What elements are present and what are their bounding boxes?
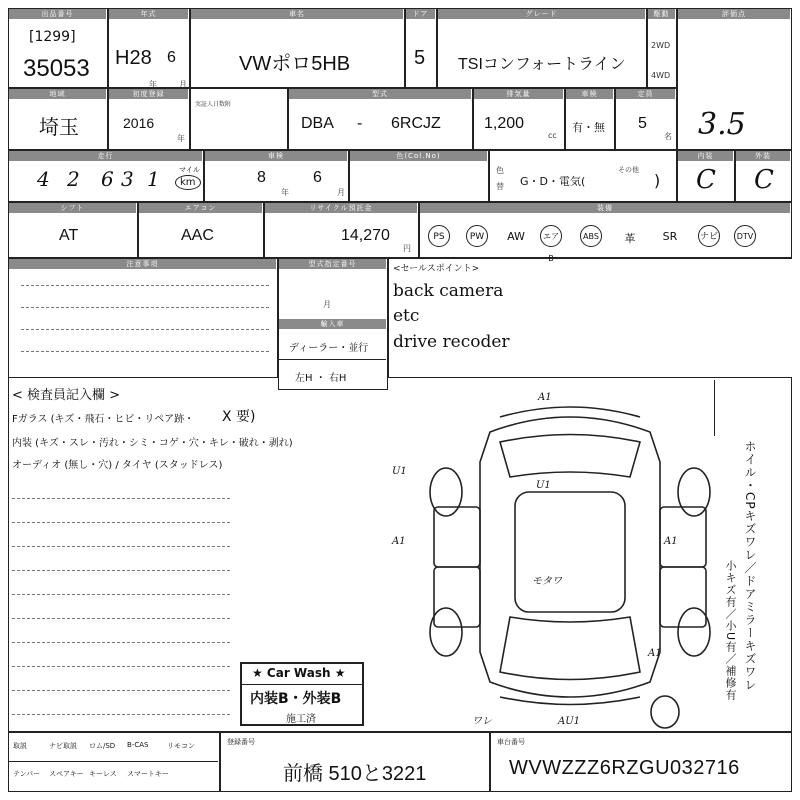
region-cell bbox=[8, 88, 108, 150]
fglass-mark: X 要) bbox=[222, 409, 256, 425]
score-cell bbox=[677, 8, 792, 150]
header-retrieval: 型式指定番号 bbox=[308, 260, 357, 268]
opt-smart-key: スマートキー bbox=[127, 770, 169, 778]
header-region: 地域 bbox=[49, 90, 66, 98]
year-cell bbox=[108, 8, 190, 88]
model-code: 6RCJZ bbox=[391, 115, 441, 132]
carwash-done: 施工済 bbox=[286, 714, 316, 725]
first-reg-unit: 年 bbox=[177, 134, 185, 143]
header-lot-no: 出品番号 bbox=[41, 10, 74, 18]
equip-abs: ABS bbox=[580, 225, 602, 247]
options-cell bbox=[8, 732, 220, 792]
equip-navi: ナビ bbox=[698, 225, 720, 247]
header-mileage: 走行 bbox=[97, 152, 114, 160]
interior-score: C bbox=[696, 165, 716, 195]
notes-cell bbox=[8, 258, 278, 378]
shaken-year: 8 bbox=[257, 169, 266, 186]
mileage-digit-5: 1 bbox=[147, 167, 160, 191]
mark-u1-roof: U1 bbox=[536, 480, 551, 491]
sales-cell bbox=[388, 258, 792, 378]
year-month: 6 bbox=[167, 49, 176, 66]
color-change-b: 替 bbox=[496, 182, 504, 191]
header-model: 型式 bbox=[372, 90, 388, 98]
car-name: VWポロ5HB bbox=[239, 53, 351, 75]
year-tsuki: 月 bbox=[179, 80, 187, 89]
displacement-unit: cc bbox=[548, 131, 557, 140]
model-prefix: DBA bbox=[301, 115, 334, 132]
mark-crack: ワレ bbox=[472, 716, 492, 727]
aircon: AAC bbox=[181, 227, 214, 244]
carwash-grade: 内装B・外装B bbox=[250, 691, 342, 707]
opt-spare-key: スペアキー bbox=[49, 770, 84, 778]
shaken-month: 6 bbox=[313, 169, 322, 186]
opt-remote: リモコン bbox=[167, 742, 195, 750]
equip-pw: PW bbox=[466, 225, 488, 247]
header-year: 年式 bbox=[140, 10, 157, 18]
aircon-cell bbox=[138, 202, 264, 258]
mark-a1-rear-right: A1 bbox=[648, 648, 662, 659]
header-shift: シフト bbox=[60, 204, 85, 212]
color-cell bbox=[349, 150, 489, 202]
car-name-cell bbox=[190, 8, 405, 88]
equip-ps: PS bbox=[428, 225, 450, 247]
equip-sr: SR bbox=[662, 230, 678, 243]
header-color: 色(Col.No) bbox=[396, 152, 441, 160]
steering-label: 左H ・ 右H bbox=[295, 373, 347, 384]
mark-au1-rear: AU1 bbox=[558, 716, 581, 727]
header-inspection: 車検 bbox=[581, 90, 598, 98]
drive-4wd: 4WD bbox=[651, 71, 671, 80]
opt-temper: テンパー bbox=[13, 770, 41, 778]
drive-cell bbox=[647, 8, 677, 88]
vin-label: 車台番号 bbox=[497, 738, 525, 746]
shaken-cell bbox=[204, 150, 349, 202]
year-era: H28 bbox=[115, 47, 152, 69]
capacity: 5 bbox=[638, 115, 647, 132]
retrieval-cell bbox=[278, 258, 388, 390]
side-note-2: 小キズ有／小U有／補修有 bbox=[724, 560, 737, 702]
equip-airbag: エアB bbox=[540, 225, 562, 247]
mileage-unit-alt: マイル bbox=[179, 166, 200, 174]
score-handwritten: 3.5 bbox=[698, 107, 746, 142]
dealer-label: ディーラー・並行 bbox=[289, 343, 369, 354]
opt-navi-manual: ナビ取説 bbox=[49, 742, 77, 750]
header-doors: ドア bbox=[412, 10, 429, 18]
mileage-unit-km: km bbox=[175, 175, 201, 190]
mileage-cell bbox=[8, 150, 204, 202]
interior-score-cell bbox=[677, 150, 735, 202]
inspection-sub: 有・無 bbox=[572, 121, 605, 134]
opt-rom: ロム/SD bbox=[89, 742, 116, 750]
equipment-cell bbox=[419, 202, 792, 263]
car-damage-diagram bbox=[420, 382, 720, 732]
sales-header: <セールスポイント> bbox=[393, 264, 480, 274]
grade-cell bbox=[437, 8, 647, 88]
vin: WVWZZZ6RZGU032716 bbox=[509, 757, 740, 779]
inspection-cell bbox=[565, 88, 615, 150]
opt-manual: 取説 bbox=[13, 742, 27, 750]
displacement-cell bbox=[473, 88, 565, 150]
capacity-cell bbox=[615, 88, 677, 150]
mark-center: モタワ bbox=[532, 576, 562, 587]
inspector-line-3: オーディオ (無し・穴) / タイヤ (スタッドレス) bbox=[12, 460, 223, 471]
plate-cell bbox=[220, 732, 490, 792]
color-change-a: 色 bbox=[496, 166, 504, 175]
sales-point-2: etc bbox=[393, 306, 420, 326]
displacement: 1,200 bbox=[484, 115, 525, 132]
mark-u1-left: U1 bbox=[392, 466, 407, 477]
header-first-reg: 初度登録 bbox=[132, 90, 165, 98]
exterior-score-cell bbox=[735, 150, 792, 202]
color-change-sonota: その他 bbox=[618, 166, 639, 174]
first-reg-sub: 実証人日数附 bbox=[195, 101, 232, 108]
side-note: ホイル・CPキズワレ／ドアミラーキズワレ bbox=[743, 440, 757, 692]
shift: AT bbox=[59, 227, 79, 244]
import-label: 輸入車 bbox=[320, 320, 345, 328]
inspector-line-2: 内装 (キズ・スレ・汚れ・シミ・コゲ・穴・キレ・破れ・剥れ) bbox=[12, 438, 293, 449]
lot-number: 35053 bbox=[23, 55, 90, 82]
exterior-score: C bbox=[754, 165, 774, 195]
header-recycle: リサイクル預託金 bbox=[309, 204, 373, 212]
region: 埼玉 bbox=[39, 117, 79, 139]
mark-a1-right: A1 bbox=[664, 536, 678, 547]
inspector-header: < 検査員記入欄 > bbox=[12, 388, 121, 403]
shaken-nen: 年 bbox=[281, 188, 289, 197]
header-capacity: 定員 bbox=[637, 90, 654, 98]
header-drive: 駆動 bbox=[653, 10, 670, 18]
header-score: 評価点 bbox=[722, 10, 746, 18]
color-change-options: G・D・電気( bbox=[520, 175, 586, 188]
mileage-digit-4: 3 bbox=[121, 167, 134, 191]
retrieval-month: 月 bbox=[323, 300, 331, 309]
vin-cell bbox=[490, 732, 792, 792]
recycle-unit: 円 bbox=[403, 244, 411, 253]
header-exterior: 外装 bbox=[755, 152, 771, 160]
header-aircon: エアコン bbox=[184, 204, 217, 212]
opt-keyless: キーレス bbox=[89, 770, 117, 778]
header-car-name: 車名 bbox=[289, 10, 305, 18]
header-equipment: 装備 bbox=[597, 204, 613, 212]
color-change-cell bbox=[489, 150, 677, 202]
inspector-line-1: Fガラス (キズ・飛石・ヒビ・リペア跡・ bbox=[12, 414, 195, 425]
carwash-title: ★ Car Wash ★ bbox=[252, 666, 346, 680]
header-displacement: 排気量 bbox=[506, 90, 531, 98]
shift-cell bbox=[8, 202, 138, 258]
doors-cell bbox=[405, 8, 437, 88]
memo-cell bbox=[190, 88, 288, 150]
equip-dtv: DTV bbox=[734, 225, 756, 247]
mileage-digit-2: 2 bbox=[67, 167, 80, 191]
side-note-divider bbox=[714, 380, 716, 436]
model-cell bbox=[288, 88, 473, 150]
sales-point-3: drive recoder bbox=[393, 332, 510, 352]
recycle-cell bbox=[264, 202, 419, 258]
first-reg-cell bbox=[108, 88, 190, 150]
lot-cell bbox=[8, 8, 108, 88]
recycle: 14,270 bbox=[341, 227, 390, 244]
capacity-unit: 名 bbox=[664, 132, 672, 141]
grade: TSIコンフォートライン bbox=[458, 56, 626, 73]
first-reg-year: 2016 bbox=[123, 115, 155, 131]
header-shaken: 車検 bbox=[268, 152, 284, 160]
mileage-digit-1: 4 bbox=[37, 167, 50, 191]
mark-a1-top: A1 bbox=[538, 392, 552, 403]
model-dash: - bbox=[357, 115, 363, 132]
sales-point-1: back camera bbox=[393, 281, 504, 301]
header-interior: 内装 bbox=[697, 152, 714, 160]
header-grade: グレード bbox=[525, 10, 558, 18]
lot-code: [1299] bbox=[29, 29, 76, 45]
equip-leather: 革 bbox=[624, 232, 636, 245]
header-notes: 注意事項 bbox=[126, 260, 159, 268]
opt-bcas: B-CAS bbox=[127, 741, 149, 749]
plate-label: 登録番号 bbox=[227, 738, 255, 746]
carwash-box bbox=[240, 662, 364, 726]
equip-aw: AW bbox=[507, 230, 525, 243]
doors: 5 bbox=[414, 47, 426, 69]
color-change-close: ) bbox=[654, 171, 661, 190]
plate: 前橋 510と3221 bbox=[283, 763, 427, 785]
year-nen: 年 bbox=[149, 80, 157, 89]
mark-a1-left: A1 bbox=[392, 536, 406, 547]
mileage-digit-3: 6 bbox=[101, 167, 114, 191]
shaken-tsuki: 月 bbox=[337, 188, 345, 197]
drive-2wd: 2WD bbox=[651, 41, 671, 50]
